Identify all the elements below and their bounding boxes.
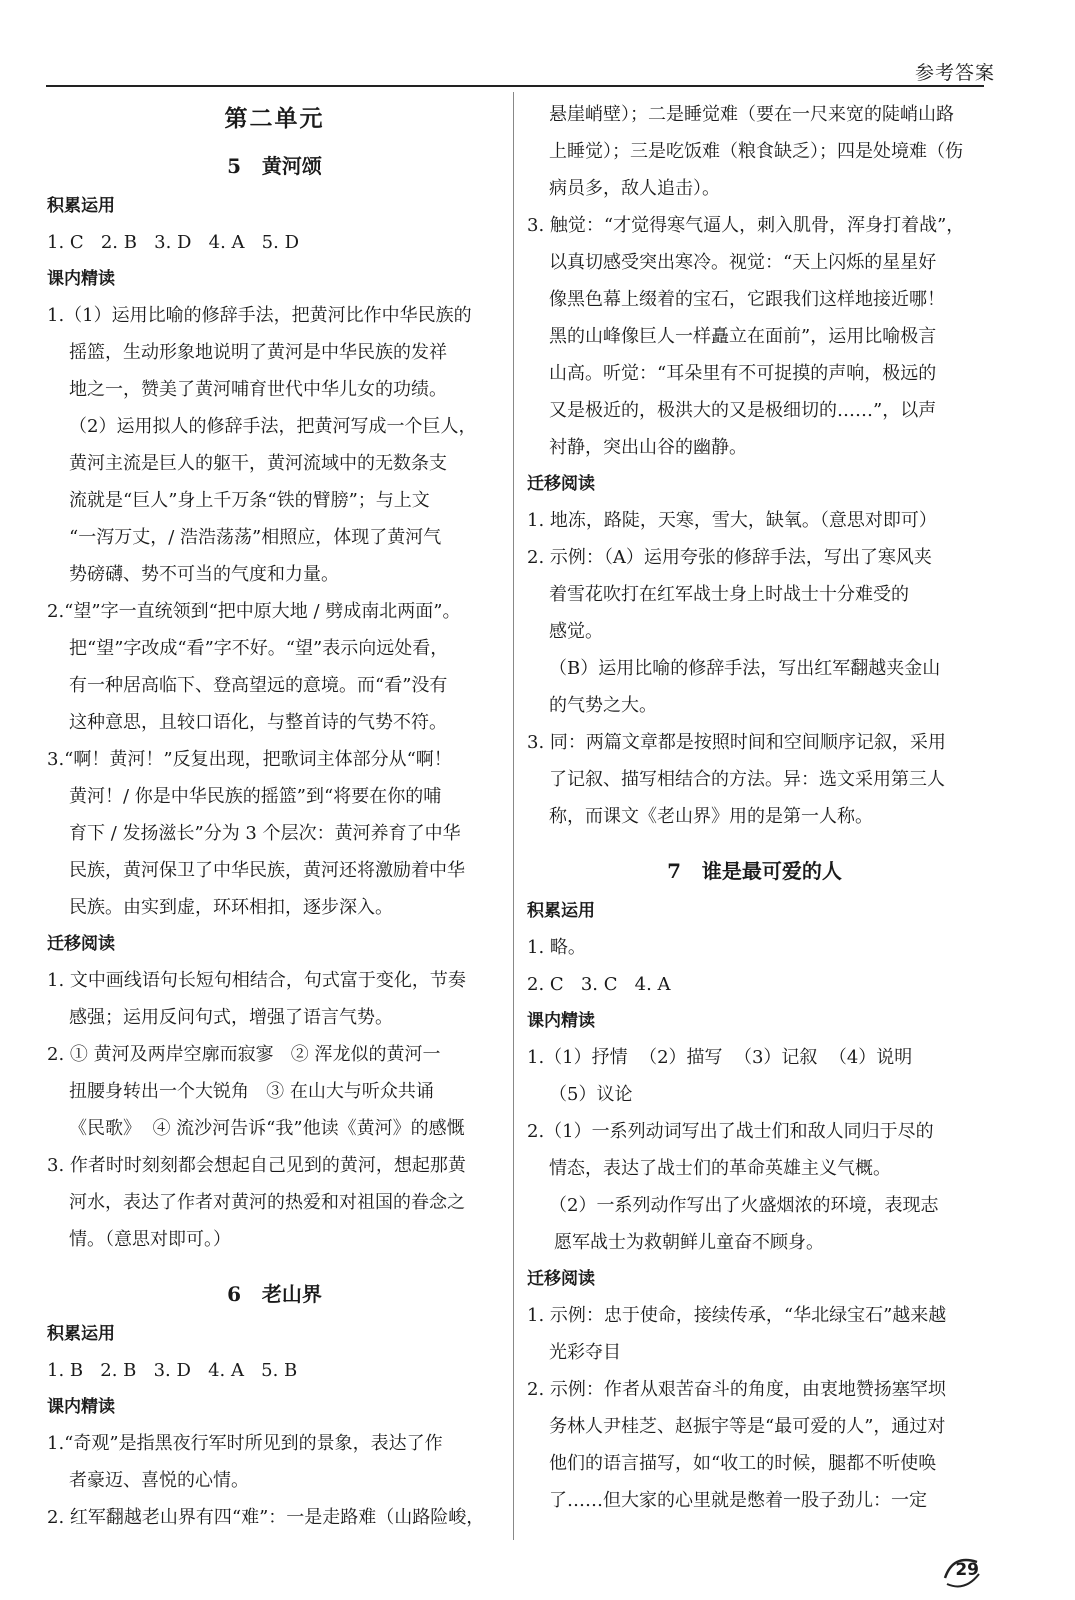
- section-heading: 迁移阅读: [527, 474, 595, 494]
- answer-line: 1.（1）运用比喻的修辞手法，把黄河比作中华民族的: [47, 305, 472, 326]
- section-heading: 积累运用: [527, 901, 595, 921]
- answer-line: 2. ① 黄河及两岸空廓而寂寥 ② 浑龙似的黄河一: [47, 1044, 441, 1065]
- answer-line: 1. 地冻，路陡，天寒，雪大，缺氧。（意思对即可）: [527, 510, 937, 531]
- answer-line: 黄河主流是巨人的躯干，黄河流域中的无数条支: [69, 453, 447, 474]
- unit-title: 第二单元: [224, 105, 325, 132]
- right-column: [527, 96, 982, 1519]
- answer-line: 育下 / 发扬滋长”分为 3 个层次：黄河养育了中华: [69, 823, 461, 844]
- answer-line: 他们的语言描写，如“收工的时候，腿都不听使唤: [549, 1453, 937, 1474]
- answer-line: 愿军战士为救朝鲜儿童奋不顾身。: [554, 1232, 824, 1253]
- lesson-6-title: 6 老山界: [227, 1282, 322, 1306]
- answer-line: “一泻万丈，/ 浩浩荡荡”相照应，体现了黄河气: [69, 527, 442, 548]
- answer-line: 情。（意思对即可。）: [69, 1229, 231, 1250]
- answer-line: （B）运用比喻的修辞手法，写出红军翻越夹金山: [549, 658, 941, 679]
- answer-line: 1. 文中画线语句长短句相结合，句式富于变化，节奏: [47, 970, 466, 991]
- answer-line: 1. 略。: [527, 937, 586, 958]
- column-divider: [513, 92, 514, 1540]
- answer-line: 黑的山峰像巨人一样矗立在面前”，运用比喻极言: [549, 326, 937, 347]
- answer-line: 着雪花吹打在红军战士身上时战士十分难受的: [549, 584, 909, 605]
- answer-line: 光彩夺目: [549, 1342, 621, 1363]
- answer-line: 2. C 3. C 4. A: [527, 974, 671, 995]
- section-heading: 迁移阅读: [527, 1269, 595, 1289]
- answer-line: 病员多，敌人追击）。: [549, 178, 720, 199]
- answer-line: 像黑色幕上缀着的宝石，它跟我们这样地接近哪！: [549, 289, 945, 310]
- answer-line: 黄河！/ 你是中华民族的摇篮”到“将要在你的哺: [69, 786, 442, 807]
- answer-line: 2.（1）一系列动词写出了战士们和敌人同归于尽的: [527, 1121, 934, 1142]
- answer-line: 河水，表达了作者对黄河的热爱和对祖国的眷念之: [69, 1192, 465, 1213]
- answer-line: 摇篮，生动形象地说明了黄河是中华民族的发祥: [69, 342, 447, 363]
- answer-line: 者豪迈、喜悦的心情。: [69, 1470, 249, 1491]
- header-title: 参考答案: [914, 62, 995, 84]
- answer-line: 3. 触觉：“才觉得寒气逼人，刺入肌骨，浑身打着战”，: [527, 215, 965, 236]
- section-heading: 课内精读: [527, 1011, 595, 1031]
- answer-line: 民族，黄河保卫了中华民族，黄河还将激励着中华: [69, 860, 465, 881]
- answer-line: 衬静，突出山谷的幽静。: [549, 437, 747, 458]
- lesson-5-title: 5 黄河颂: [227, 154, 322, 178]
- page-number: 29: [955, 1560, 979, 1580]
- answer-line: 以真切感受突出寒冷。视觉：“天上闪烁的星星好: [549, 252, 937, 273]
- section-heading: 积累运用: [47, 196, 115, 216]
- answer-line: 把“望”字改成“看”字不好。“望”表示向远处看，: [69, 638, 449, 659]
- answer-line: 民族。由实到虚，环环相扣，逐步深入。: [69, 897, 393, 918]
- answer-line: 2. 示例：作者从艰苦奋斗的角度，由衷地赞扬塞罕坝: [527, 1379, 946, 1400]
- answer-line: 称，而课文《老山界》用的是第一人称。: [549, 806, 873, 827]
- answer-line: 3.“啊！黄河！”反复出现，把歌词主体部分从“啊！: [47, 749, 452, 770]
- answer-line: 扭腰身转出一个大锐角 ③ 在山大与听众共诵: [69, 1081, 434, 1102]
- answer-line: （2）运用拟人的修辞手法，把黄河写成一个巨人，: [69, 416, 477, 437]
- answer-line: 山高。听觉：“耳朵里有不可捉摸的声响，极远的: [549, 363, 937, 384]
- left-column: [47, 96, 502, 1536]
- lesson-7-title: 7 谁是最可爱的人: [667, 859, 842, 883]
- answer-line: 情态，表达了战士们的革命英雄主义气概。: [549, 1158, 891, 1179]
- answer-line: （2）一系列动作写出了火盛烟浓的环境，表现志: [549, 1195, 939, 1216]
- answer-line: 1.“奇观”是指黑夜行军时所见到的景象，表达了作: [47, 1433, 443, 1454]
- answer-line: 2. 示例：（A）运用夸张的修辞手法，写出了寒风夹: [527, 547, 932, 568]
- answer-line: 地之一，赞美了黄河哺育世代中华儿女的功绩。: [69, 379, 447, 400]
- answer-line: 《民歌》 ④ 流沙河告诉“我”他读《黄河》的感慨: [69, 1118, 465, 1139]
- answer-line: 的气势之大。: [549, 695, 657, 716]
- answer-line: 感觉。: [549, 621, 603, 642]
- answer-line: 这种意思，且较口语化，与整首诗的气势不符。: [69, 712, 447, 733]
- answer-line: 有一种居高临下、登高望远的意境。而“看”没有: [69, 675, 448, 696]
- answer-line: 了……但大家的心里就是憋着一股子劲儿：一定: [549, 1490, 927, 1511]
- answer-line: 3. 同：两篇文章都是按照时间和空间顺序记叙，采用: [527, 732, 946, 753]
- answer-line: 2.“望”字一直统领到“把中原大地 / 劈成南北两面”。: [47, 601, 461, 622]
- answer-line: 势磅礴、势不可当的气度和力量。: [69, 564, 339, 585]
- answer-line: 1.（1）抒情 （2）描写 （3）记叙 （4）说明: [527, 1047, 913, 1068]
- answer-line: 1. C 2. B 3. D 4. A 5. D: [47, 232, 299, 253]
- answer-line: 1. 示例：忠于使命，接续传承，“华北绿宝石”越来越: [527, 1305, 947, 1326]
- section-heading: 课内精读: [47, 269, 115, 289]
- answer-line: 感强；运用反问句式，增强了语言气势。: [69, 1007, 393, 1028]
- section-heading: 课内精读: [47, 1397, 115, 1417]
- answer-line: 悬崖峭壁）；二是睡觉难（要在一尺来宽的陡峭山路: [549, 104, 954, 125]
- answer-line: 上睡觉）；三是吃饭难（粮食缺乏）；四是处境难（伤: [549, 141, 963, 162]
- answer-line: 3. 作者时时刻刻都会想起自己见到的黄河，想起那黄: [47, 1155, 466, 1176]
- answer-line: 2. 红军翻越老山界有四“难”：一是走路难（山路险峻，: [47, 1507, 485, 1528]
- header-rule: [46, 85, 984, 87]
- section-heading: 迁移阅读: [47, 934, 115, 954]
- section-heading: 积累运用: [47, 1324, 115, 1344]
- answer-line: 了记叙、描写相结合的方法。异：选文采用第三人: [549, 769, 945, 790]
- answer-line: 务林人尹桂芝、赵振宇等是“最可爱的人”，通过对: [549, 1416, 946, 1437]
- answer-line: 流就是“巨人”身上千万条“铁的臂膀”；与上文: [69, 490, 430, 511]
- answer-line: 1. B 2. B 3. D 4. A 5. B: [47, 1360, 298, 1381]
- answer-line: （5）议论: [549, 1084, 633, 1105]
- answer-line: 又是极近的，极洪大的又是极细切的……”，以声: [549, 400, 937, 421]
